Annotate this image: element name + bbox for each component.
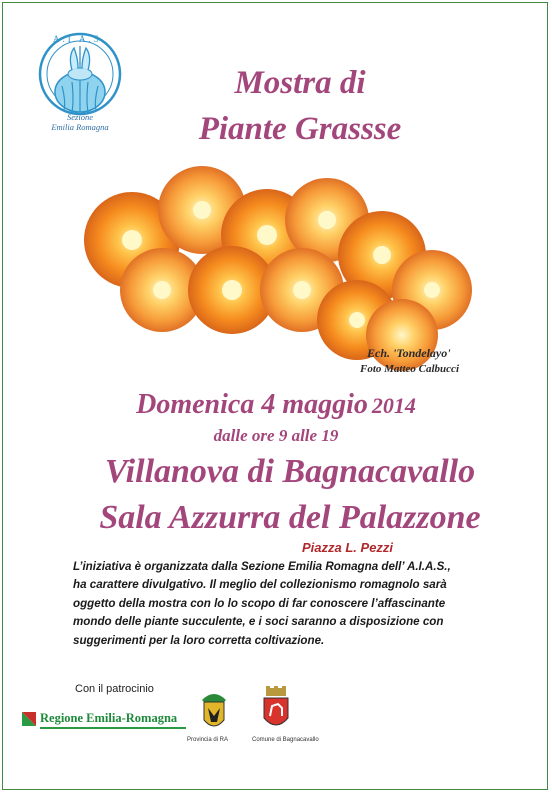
title-line1: Mostra di	[234, 65, 366, 101]
regione-flag-icon	[22, 712, 36, 726]
provincia-ra-crest-icon	[194, 686, 234, 736]
event-date-main: Domenica 4 maggio	[136, 389, 368, 420]
comune-label: Comune di Bagnacavallo	[252, 737, 319, 743]
event-place-line2: Sala Azzurra del Palazzone	[99, 499, 481, 536]
logo-caption	[32, 112, 128, 132]
regione-underline	[40, 727, 186, 729]
event-address: Piazza L. Pezzi	[302, 540, 394, 555]
event-place-line1: Villanova di Bagnacavallo	[104, 453, 476, 490]
event-date	[0, 389, 552, 421]
event-year: 2014	[371, 393, 416, 418]
description-line: suggerimenti per la loro corretta coltivazione.	[73, 633, 325, 647]
logo-caption-line1: Sezione	[67, 112, 93, 122]
comune-bagnacavallo-crest-icon	[258, 684, 294, 736]
provincia-label: Provincia di RA	[187, 737, 229, 743]
flower-cluster	[84, 166, 472, 371]
event-hours: dalle ore 9 alle 19	[213, 426, 339, 445]
logo-caption-line2: Emilia Romagna	[51, 122, 109, 132]
event-description	[73, 558, 552, 650]
plant-name-caption: Ech. 'Tondelayo'	[367, 346, 451, 360]
logo-ring-text: A.I.A.S.	[52, 34, 108, 44]
regione-logo	[22, 709, 178, 731]
title-line2: Piante Grassse	[198, 111, 402, 147]
regione-name: Regione Emilia-Romagna	[40, 711, 178, 725]
description-line: oggetto della mostra con lo lo scopo di far conoscere l’affascinante	[73, 596, 446, 610]
description-line: L’iniziativa è organizzata dalla Sezione Emilia Romagna dell’ A.I.A.S.,	[73, 560, 451, 573]
description-line: mondo delle piante succulente, e i soci saranno a disposizione con	[73, 615, 444, 629]
photo-credit: Foto Matteo Calbucci	[360, 363, 459, 375]
description-line: ha carattere divulgativo. Il meglio del collezionismo romagnolo sarà	[73, 578, 447, 592]
patronage-label: Con il patrocinio	[75, 683, 154, 695]
